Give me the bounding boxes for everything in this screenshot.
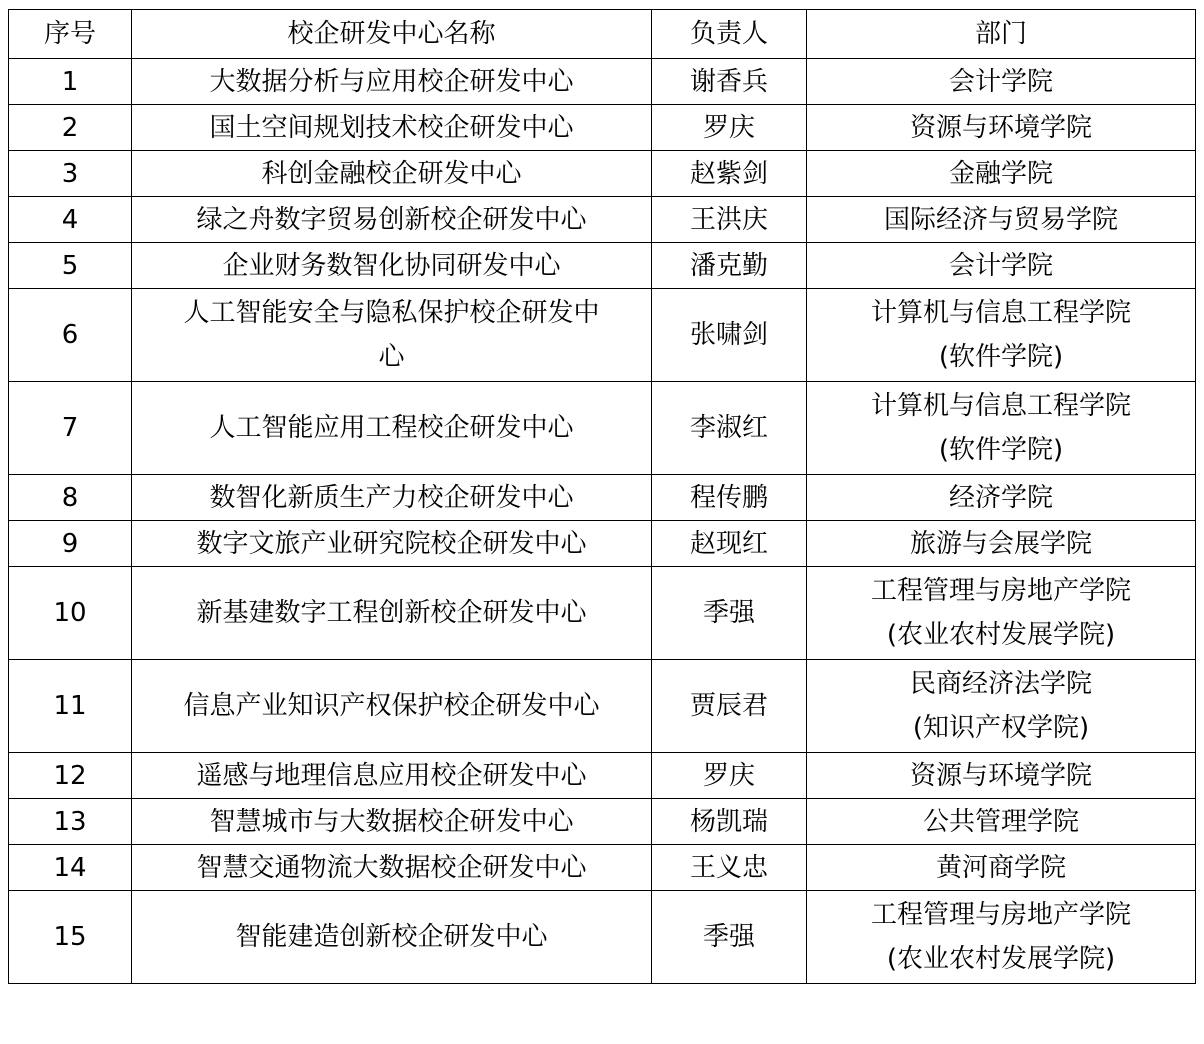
table-row xyxy=(9,105,1196,151)
cell-center-name-line: 企业财务数智化协同研发中心 xyxy=(222,250,561,281)
cell-department xyxy=(807,289,1196,382)
cell-center-name-line: 科创金融校企研发中心 xyxy=(261,158,522,189)
cell-center-name xyxy=(132,197,652,243)
table-row xyxy=(9,151,1196,197)
cell-center-name xyxy=(132,243,652,289)
cell-leader: 赵现红 xyxy=(652,521,807,567)
table-row xyxy=(9,382,1196,475)
cell-leader: 贾辰君 xyxy=(652,660,807,753)
table-header-row xyxy=(9,10,1196,59)
cell-department-line: 旅游与会展学院 xyxy=(909,528,1092,559)
table-row xyxy=(9,753,1196,799)
cell-center-name-line: 数字文旅产业研究院校企研发中心 xyxy=(196,528,587,559)
cell-department xyxy=(807,845,1196,891)
cell-number: 10 xyxy=(9,567,132,660)
cell-number: 4 xyxy=(9,197,132,243)
cell-number: 2 xyxy=(9,105,132,151)
table-row xyxy=(9,197,1196,243)
table-row xyxy=(9,243,1196,289)
cell-center-name xyxy=(132,753,652,799)
cell-center-name xyxy=(132,475,652,521)
cell-center-name xyxy=(132,891,652,984)
cell-department xyxy=(807,660,1196,753)
table-row xyxy=(9,567,1196,660)
cell-center-name xyxy=(132,845,652,891)
cell-center-name-line: 人工智能安全与隐私保护校企研发中 xyxy=(183,298,600,328)
cell-center-name xyxy=(132,567,652,660)
table-row xyxy=(9,845,1196,891)
cell-center-name-line: 智慧城市与大数据校企研发中心 xyxy=(209,806,574,837)
cell-center-name-line: 大数据分析与应用校企研发中心 xyxy=(209,66,574,97)
cell-leader: 王洪庆 xyxy=(652,197,807,243)
cell-department-line: 工程管理与房地产学院 xyxy=(870,576,1131,606)
cell-center-name-line: 遥感与地理信息应用校企研发中心 xyxy=(196,760,587,791)
cell-center-name-line: 国土空间规划技术校企研发中心 xyxy=(209,112,574,143)
cell-department xyxy=(807,382,1196,475)
cell-department-line: 计算机与信息工程学院 xyxy=(870,391,1131,421)
table-row xyxy=(9,799,1196,845)
cell-department-line: 黄河商学院 xyxy=(935,852,1066,883)
cell-department-line: 金融学院 xyxy=(948,158,1053,189)
cell-department-line: 会计学院 xyxy=(948,250,1053,281)
cell-department-line: 资源与环境学院 xyxy=(909,112,1092,143)
table-row xyxy=(9,475,1196,521)
cell-center-name xyxy=(132,799,652,845)
cell-department-line: 计算机与信息工程学院 xyxy=(870,298,1131,328)
cell-leader: 季强 xyxy=(652,891,807,984)
cell-department-line: (知识产权学院) xyxy=(912,713,1090,743)
cell-department-line: 会计学院 xyxy=(948,66,1053,97)
cell-leader: 季强 xyxy=(652,567,807,660)
cell-department-line: 国际经济与贸易学院 xyxy=(883,204,1118,235)
cell-department xyxy=(807,151,1196,197)
cell-department xyxy=(807,243,1196,289)
cell-number: 11 xyxy=(9,660,132,753)
cell-number: 6 xyxy=(9,289,132,382)
cell-center-name xyxy=(132,382,652,475)
table-body xyxy=(9,59,1196,984)
cell-center-name xyxy=(132,151,652,197)
cell-department xyxy=(807,891,1196,984)
cell-department xyxy=(807,521,1196,567)
cell-center-name-line: 绿之舟数字贸易创新校企研发中心 xyxy=(196,204,587,235)
table-row xyxy=(9,660,1196,753)
cell-number: 3 xyxy=(9,151,132,197)
cell-department xyxy=(807,799,1196,845)
cell-center-name xyxy=(132,59,652,105)
cell-number: 1 xyxy=(9,59,132,105)
research-center-table xyxy=(8,9,1196,984)
header-leader: 负责人 xyxy=(652,10,807,59)
cell-department xyxy=(807,197,1196,243)
cell-department-line: (农业农村发展学院) xyxy=(886,944,1116,974)
cell-department-line: (软件学院) xyxy=(938,435,1064,465)
cell-number: 15 xyxy=(9,891,132,984)
cell-leader: 谢香兵 xyxy=(652,59,807,105)
table-row xyxy=(9,891,1196,984)
cell-leader: 李淑红 xyxy=(652,382,807,475)
cell-center-name-line: 人工智能应用工程校企研发中心 xyxy=(209,413,574,443)
cell-department-line: 资源与环境学院 xyxy=(909,760,1092,791)
header-number: 序号 xyxy=(9,10,132,59)
cell-center-name-line: 信息产业知识产权保护校企研发中心 xyxy=(183,691,600,721)
cell-center-name-line: 心 xyxy=(378,342,405,372)
cell-center-name-line: 智慧交通物流大数据校企研发中心 xyxy=(196,852,587,883)
cell-department-line: 经济学院 xyxy=(948,482,1053,513)
cell-number: 9 xyxy=(9,521,132,567)
cell-department xyxy=(807,475,1196,521)
cell-department xyxy=(807,567,1196,660)
cell-leader: 罗庆 xyxy=(652,105,807,151)
cell-center-name xyxy=(132,105,652,151)
table-row xyxy=(9,59,1196,105)
cell-number: 14 xyxy=(9,845,132,891)
cell-number: 5 xyxy=(9,243,132,289)
cell-leader: 潘克勤 xyxy=(652,243,807,289)
table-row xyxy=(9,521,1196,567)
cell-department-line: 工程管理与房地产学院 xyxy=(870,900,1131,930)
cell-leader: 杨凯瑞 xyxy=(652,799,807,845)
cell-center-name xyxy=(132,521,652,567)
cell-center-name-line: 智能建造创新校企研发中心 xyxy=(235,922,548,952)
cell-department xyxy=(807,105,1196,151)
cell-leader: 罗庆 xyxy=(652,753,807,799)
cell-department xyxy=(807,753,1196,799)
header-department: 部门 xyxy=(807,10,1196,59)
header-center-name: 校企研发中心名称 xyxy=(132,10,652,59)
cell-center-name xyxy=(132,660,652,753)
cell-leader: 张啸剑 xyxy=(652,289,807,382)
table-row xyxy=(9,289,1196,382)
cell-number: 12 xyxy=(9,753,132,799)
cell-department-line: 民商经济法学院 xyxy=(909,669,1092,699)
cell-center-name xyxy=(132,289,652,382)
cell-department-line: (软件学院) xyxy=(938,342,1064,372)
cell-department xyxy=(807,59,1196,105)
cell-leader: 赵紫剑 xyxy=(652,151,807,197)
cell-number: 8 xyxy=(9,475,132,521)
cell-department-line: 公共管理学院 xyxy=(922,806,1079,837)
cell-number: 7 xyxy=(9,382,132,475)
cell-department-line: (农业农村发展学院) xyxy=(886,620,1116,650)
cell-center-name-line: 数智化新质生产力校企研发中心 xyxy=(209,482,574,513)
cell-leader: 王义忠 xyxy=(652,845,807,891)
cell-center-name-line: 新基建数字工程创新校企研发中心 xyxy=(196,598,587,628)
cell-number: 13 xyxy=(9,799,132,845)
cell-leader: 程传鹏 xyxy=(652,475,807,521)
